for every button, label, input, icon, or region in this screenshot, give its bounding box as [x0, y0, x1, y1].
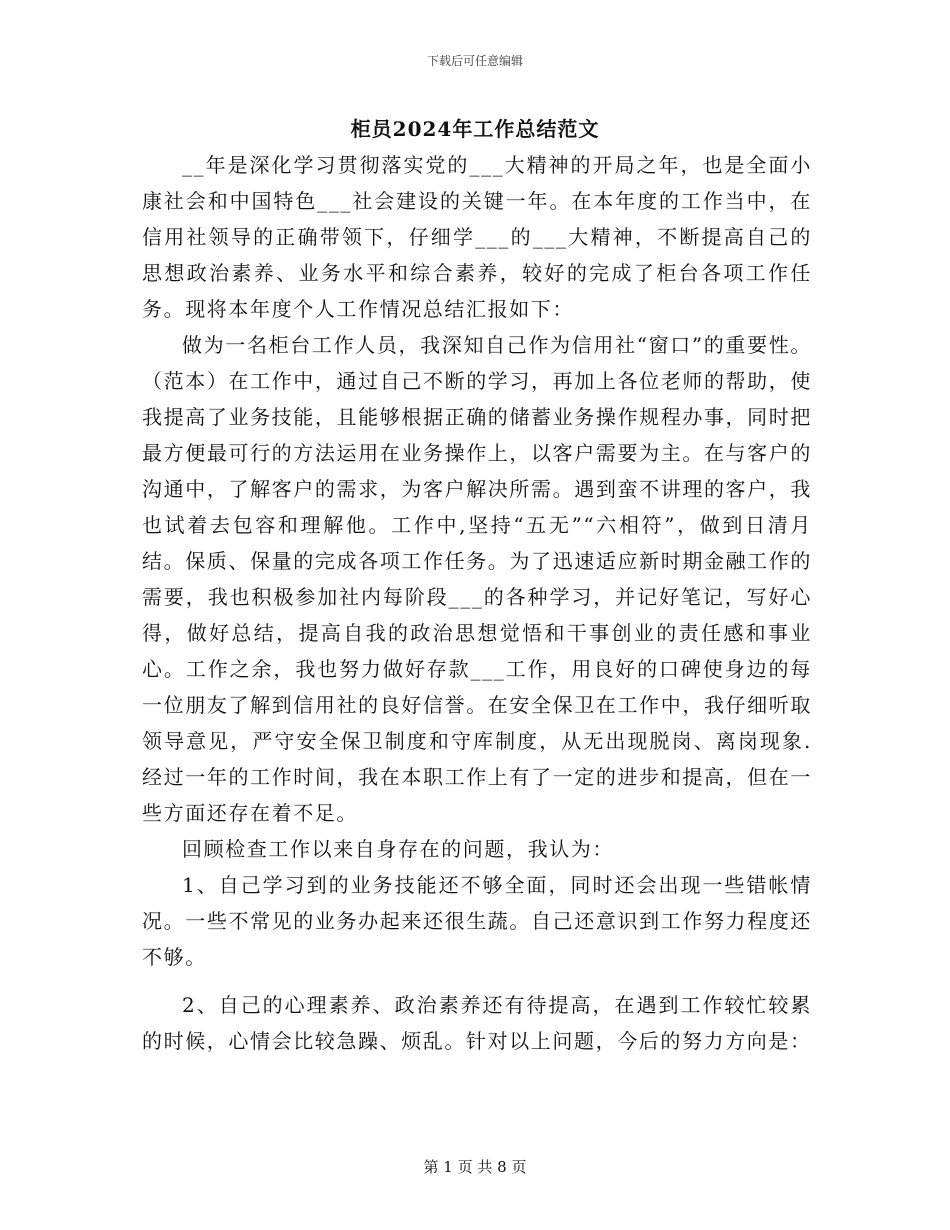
page-header-note: 下载后可任意编辑 [426, 54, 523, 68]
paragraph-problems-lead: 回顾检查工作以来自身存在的问题，我认为： [182, 837, 614, 861]
paragraph-problem-2: 2、自己的心理素养、政治素养还有待提高，在遇到工作较忙较累的时候，心情会比较急躁、烦乱。针对以上问题，今后的努力方向是： [142, 993, 812, 1053]
paragraph-intro: __年是深化学习贯彻落实党的___大精神的开局之年，也是全面小康社会和中国特色___社会建设的关键一年。在本年度的工作当中，在信用社领导的正确带领下，仔细学___的___大精神，不断提高自己的思想政治素养、业务水平和综合素养，较好的完成了柜台各项工作任务。现将本年度个人工作情况总结汇报如下： [142, 153, 812, 321]
paragraph-work-review: 做为一名柜台工作人员，我深知自己作为信用社“窗口”的重要性。（范本）在工作中，通过自己不断的学习，再加上各位老师的帮助，使我提高了业务技能，且能够根据正确的储蓄业务操作规程办事，同时把最方便最可行的方法运用在业务操作上，以客户需要为主。在与客户的沟通中，了解客户的需求，为客户解决所需。遇到蛮不讲理的客户，我也试着去包容和理解他。工作中,坚持“五无”“六相符”，做到日清月结。保质、保量的完成各项工作任务。为了迅速适应新时期金融工作的需要，我也积极参加社内每阶段___的各种学习，并记好笔记，写好心得，做好总结，提高自我的政治思想觉悟和干事创业的责任感和事业心。工作之余，我也努力做好存款___工作，用良好的口碑使身边的每一位朋友了解到信用社的良好信誉。在安全保卫在工作中，我仔细听取领导意见，严守安全保卫制度和守库制度，从无出现脱岗、离岗现象.经过一年的工作时间，我在本职工作上有了一定的进步和提高，但在一些方面还存在着不足。 [142, 333, 812, 825]
document-title: 柜员2024年工作总结范文 [350, 117, 600, 141]
page-number: 第 1 页 共 8 页 [423, 1158, 527, 1176]
document-body [142, 147, 812, 1059]
paragraph-problem-1: 1、自己学习到的业务技能还不够全面，同时还会出现一些错帐情况。一些不常见的业务办起来还很生蔬。自己还意识到工作努力程度还不够。 [142, 873, 812, 969]
